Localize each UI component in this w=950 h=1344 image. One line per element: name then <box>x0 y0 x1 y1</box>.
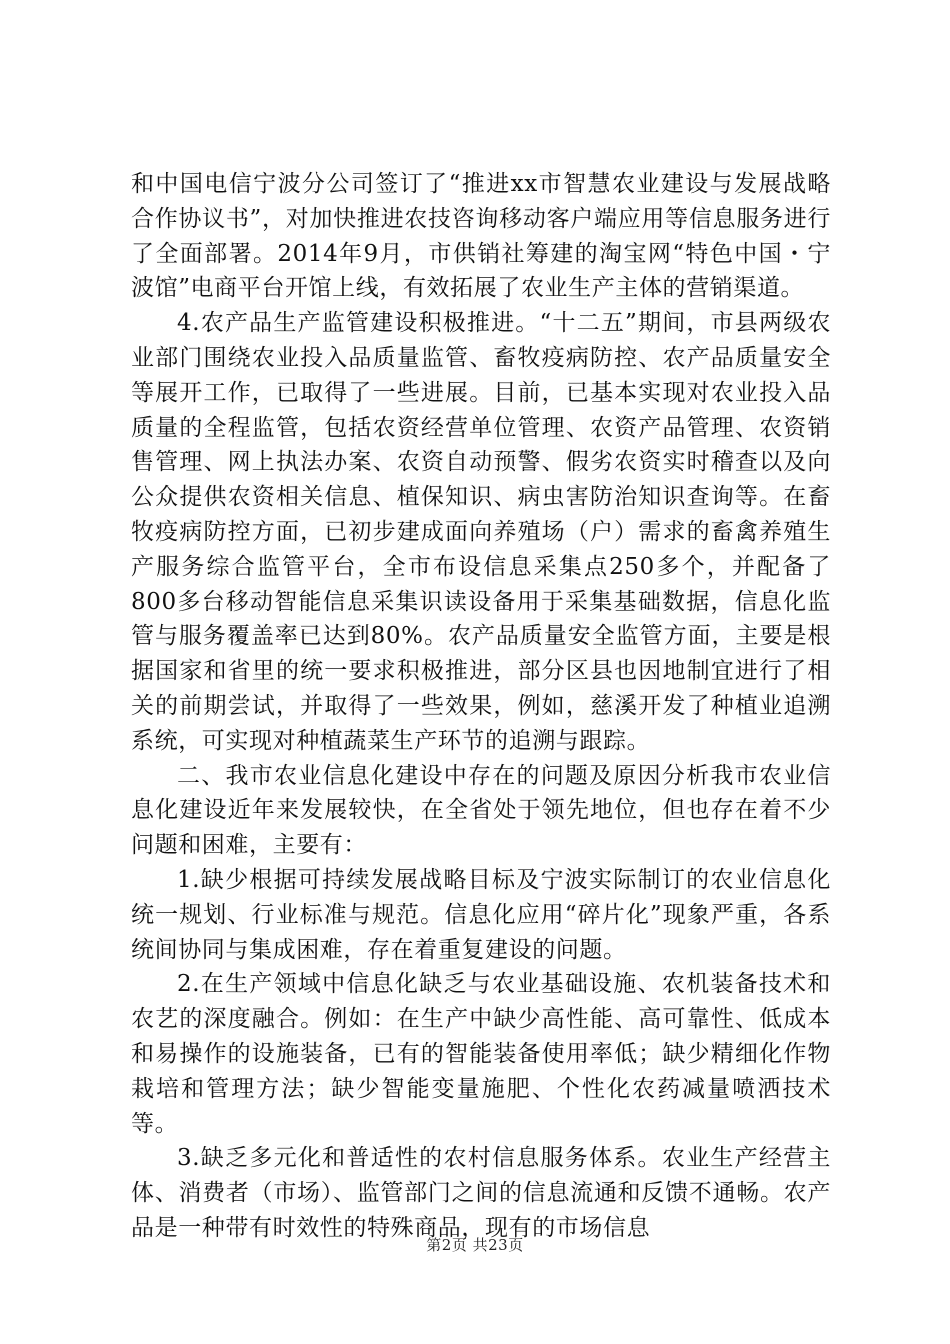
paragraph-continuation: 和中国电信宁波分公司签订了“推进xx市智慧农业建设与发展战略合作协议书”，对加快推进农技咨询移动客户端应用等信息服务进行了全面部署。2014年9月，市供销社筹建的淘宝网“特色中国・宁波馆”电商平台开馆上线，有效拓展了农业生产主体的营销渠道。 <box>131 171 831 302</box>
paragraph-problem-2: 2.在生产领域中信息化缺乏与农业基础设施、农机装备技术和农艺的深度融合。例如：在生产中缺少高性能、高可靠性、低成本和易操作的设施装备，已有的智能装备使用率低；缺少精细化作物栽培和管理方法；缺少智能变量施肥、个性化农药减量喷洒技术等。 <box>131 971 831 1137</box>
paragraph-item-4: 4.农产品生产监管建设积极推进。“十二五”期间，市县两级农业部门围绕农业投入品质量监管、畜牧疫病防控、农产品质量安全等展开工作，已取得了一些进展。目前，已基本实现对农业投入品质量的全程监管，包括农资经营单位管理、农资产品管理、农资销售管理、网上执法办案、农资自动预警、假劣农资实时稽查以及向公众提供农资相关信息、植保知识、病虫害防治知识查询等。在畜牧疫病防控方面，已初步建成面向养殖场（户）需求的畜禽养殖生产服务综合监管平台，全市布设信息采集点250多个，并配备了800多台移动智能信息采集识读设备用于采集基础数据，信息化监管与服务覆盖率已达到80%。农产品质量安全监管方面，主要是根据国家和省里的统一要求积极推进，部分区县也因地制宜进行了相关的前期尝试，并取得了一些效果，例如，慈溪开发了种植业追溯系统，可实现对种植蔬菜生产环节的追溯与跟踪。 <box>131 310 831 754</box>
document-body <box>131 167 831 1246</box>
paragraph-problem-1: 1.缺少根据可持续发展战略目标及宁波实际制订的农业信息化统一规划、行业标准与规范。信息化应用“碎片化”现象严重，各系统间协同与集成困难，存在着重复建设的问题。 <box>131 866 831 963</box>
page-footer: 第2页 共23页 <box>426 1236 524 1254</box>
paragraph-section-two: 二、我市农业信息化建设中存在的问题及原因分析我市农业信息化建设近年来发展较快，在全省处于领先地位，但也存在着不少问题和困难，主要有： <box>131 762 831 859</box>
paragraph-problem-3: 3.缺乏多元化和普适性的农村信息服务体系。农业生产经营主体、消费者（市场）、监管部门之间的信息流通和反馈不通畅。农产品是一种带有时效性的特殊商品，现有的市场信息 <box>131 1145 831 1241</box>
